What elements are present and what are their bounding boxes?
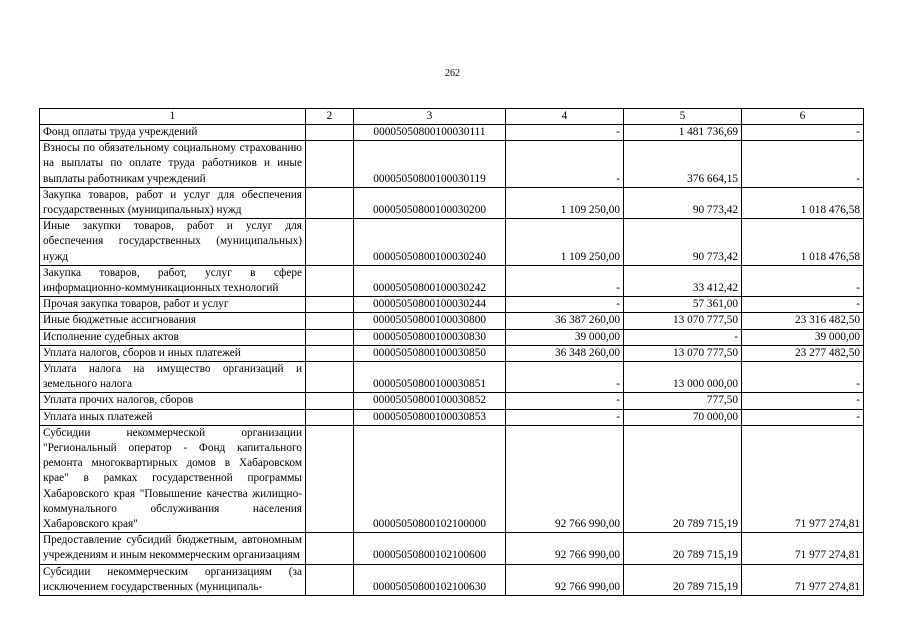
row-code-cell: 00005050800100030830 — [354, 329, 506, 345]
row-col6-cell: 1 018 476,58 — [742, 187, 864, 218]
row-col2-cell — [306, 219, 354, 266]
row-col4-cell: - — [506, 141, 624, 188]
row-col2-cell — [306, 409, 354, 425]
column-header-6: 6 — [742, 109, 864, 125]
row-name-cell: Закупка товаров, работ и услуг для обеспечения государственных (муниципальных) нужд — [40, 187, 306, 218]
column-header-1: 1 — [40, 109, 306, 125]
page-number: 262 — [445, 68, 460, 79]
row-col6-cell: - — [742, 265, 864, 296]
row-col4-cell: - — [506, 265, 624, 296]
row-code-cell: 00005050800100030200 — [354, 187, 506, 218]
table-row — [40, 297, 864, 313]
row-code-cell: 00005050800100030242 — [354, 265, 506, 296]
row-col5-cell: 90 773,42 — [624, 219, 742, 266]
row-col2-cell — [306, 329, 354, 345]
row-col4-cell: - — [506, 362, 624, 393]
row-code-cell: 00005050800102100000 — [354, 425, 506, 532]
table-row — [40, 345, 864, 361]
row-col2-cell — [306, 125, 354, 141]
row-col5-cell: 57 361,00 — [624, 297, 742, 313]
row-col2-cell — [306, 425, 354, 532]
row-col4-cell: - — [506, 297, 624, 313]
table-row — [40, 265, 864, 296]
table-row — [40, 313, 864, 329]
row-name-cell: Уплата налогов, сборов и иных платежей — [40, 345, 306, 361]
row-code-cell: 00005050800100030244 — [354, 297, 506, 313]
row-name-cell: Субсидии некоммерческой организации "Региональный оператор - Фонд капитального ремонта многоквартирных домов в Хабаровском крае" в рамках государственной программы Хабаровского края "Повышение качества жилищно-коммунального обслуживания населения Хабаровского края" — [40, 425, 306, 532]
row-col2-cell — [306, 297, 354, 313]
row-col6-cell: - — [742, 393, 864, 409]
row-col5-cell: 33 412,42 — [624, 265, 742, 296]
row-col2-cell — [306, 533, 354, 564]
table-row — [40, 219, 864, 266]
row-name-cell: Исполнение судебных актов — [40, 329, 306, 345]
row-name-cell: Уплата иных платежей — [40, 409, 306, 425]
row-col5-cell: 70 000,00 — [624, 409, 742, 425]
row-name-cell: Прочая закупка товаров, работ и услуг — [40, 297, 306, 313]
row-col5-cell: 13 070 777,50 — [624, 345, 742, 361]
row-col2-cell — [306, 265, 354, 296]
row-col2-cell — [306, 313, 354, 329]
row-col4-cell: 36 387 260,00 — [506, 313, 624, 329]
column-header-3: 3 — [354, 109, 506, 125]
row-col6-cell: - — [742, 362, 864, 393]
row-name-cell: Взносы по обязательному социальному страхованию на выплаты по оплате труда работников и иные выплаты работникам учреждений — [40, 141, 306, 188]
row-col4-cell: - — [506, 409, 624, 425]
row-col6-cell: 23 316 482,50 — [742, 313, 864, 329]
row-col6-cell: 39 000,00 — [742, 329, 864, 345]
row-col4-cell: 92 766 990,00 — [506, 533, 624, 564]
row-col2-cell — [306, 564, 354, 595]
row-col5-cell: 13 070 777,50 — [624, 313, 742, 329]
row-col4-cell: 1 109 250,00 — [506, 187, 624, 218]
row-name-cell: Иные бюджетные ассигнования — [40, 313, 306, 329]
row-code-cell: 00005050800100030852 — [354, 393, 506, 409]
header-row — [40, 109, 864, 125]
row-col5-cell: 1 481 736,69 — [624, 125, 742, 141]
table-row — [40, 533, 864, 564]
row-col5-cell: 777,50 — [624, 393, 742, 409]
row-code-cell: 00005050800102100600 — [354, 533, 506, 564]
budget-table — [39, 108, 864, 596]
row-code-cell: 00005050800100030850 — [354, 345, 506, 361]
column-header-4: 4 — [506, 109, 624, 125]
row-name-cell: Предоставление субсидий бюджетным, автономным учреждениям и иным некоммерческим организациям — [40, 533, 306, 564]
row-col5-cell: 90 773,42 — [624, 187, 742, 218]
column-header-5: 5 — [624, 109, 742, 125]
row-col2-cell — [306, 141, 354, 188]
row-col5-cell: 20 789 715,19 — [624, 533, 742, 564]
row-name-cell: Закупка товаров, работ, услуг в сфере информационно-коммуникационных технологий — [40, 265, 306, 296]
row-col4-cell: 92 766 990,00 — [506, 564, 624, 595]
table-row — [40, 187, 864, 218]
table-row — [40, 425, 864, 532]
row-code-cell: 00005050800102100630 — [354, 564, 506, 595]
row-col4-cell: 1 109 250,00 — [506, 219, 624, 266]
row-col6-cell: - — [742, 409, 864, 425]
row-col6-cell: 71 977 274,81 — [742, 425, 864, 532]
row-name-cell: Уплата прочих налогов, сборов — [40, 393, 306, 409]
row-col5-cell: 376 664,15 — [624, 141, 742, 188]
row-col6-cell: - — [742, 141, 864, 188]
row-col2-cell — [306, 393, 354, 409]
table-row — [40, 329, 864, 345]
column-header-2: 2 — [306, 109, 354, 125]
table-row — [40, 409, 864, 425]
row-col5-cell: - — [624, 329, 742, 345]
row-name-cell: Уплата налога на имущество организаций и земельного налога — [40, 362, 306, 393]
table-row — [40, 125, 864, 141]
row-col6-cell: 23 277 482,50 — [742, 345, 864, 361]
row-col6-cell: 71 977 274,81 — [742, 533, 864, 564]
row-code-cell: 00005050800100030111 — [354, 125, 506, 141]
row-col5-cell: 20 789 715,19 — [624, 425, 742, 532]
row-col5-cell: 20 789 715,19 — [624, 564, 742, 595]
table-row — [40, 362, 864, 393]
row-col2-cell — [306, 187, 354, 218]
row-code-cell: 00005050800100030240 — [354, 219, 506, 266]
row-col4-cell: 36 348 260,00 — [506, 345, 624, 361]
row-col4-cell: 92 766 990,00 — [506, 425, 624, 532]
row-col4-cell: - — [506, 393, 624, 409]
row-code-cell: 00005050800100030851 — [354, 362, 506, 393]
row-col6-cell: 71 977 274,81 — [742, 564, 864, 595]
row-name-cell: Фонд оплаты труда учреждений — [40, 125, 306, 141]
row-col4-cell: - — [506, 125, 624, 141]
row-col5-cell: 13 000 000,00 — [624, 362, 742, 393]
row-code-cell: 00005050800100030119 — [354, 141, 506, 188]
table-row — [40, 393, 864, 409]
row-col6-cell: - — [742, 297, 864, 313]
row-name-cell: Иные закупки товаров, работ и услуг для обеспечения государственных (муниципальных) нужд — [40, 219, 306, 266]
row-col2-cell — [306, 345, 354, 361]
row-code-cell: 00005050800100030853 — [354, 409, 506, 425]
row-col6-cell: - — [742, 125, 864, 141]
table-row — [40, 141, 864, 188]
table-row — [40, 564, 864, 595]
row-name-cell: Субсидии некоммерческим организациям (за исключением государственных (муниципаль- — [40, 564, 306, 595]
row-col4-cell: 39 000,00 — [506, 329, 624, 345]
row-code-cell: 00005050800100030800 — [354, 313, 506, 329]
row-col6-cell: 1 018 476,58 — [742, 219, 864, 266]
row-col2-cell — [306, 362, 354, 393]
